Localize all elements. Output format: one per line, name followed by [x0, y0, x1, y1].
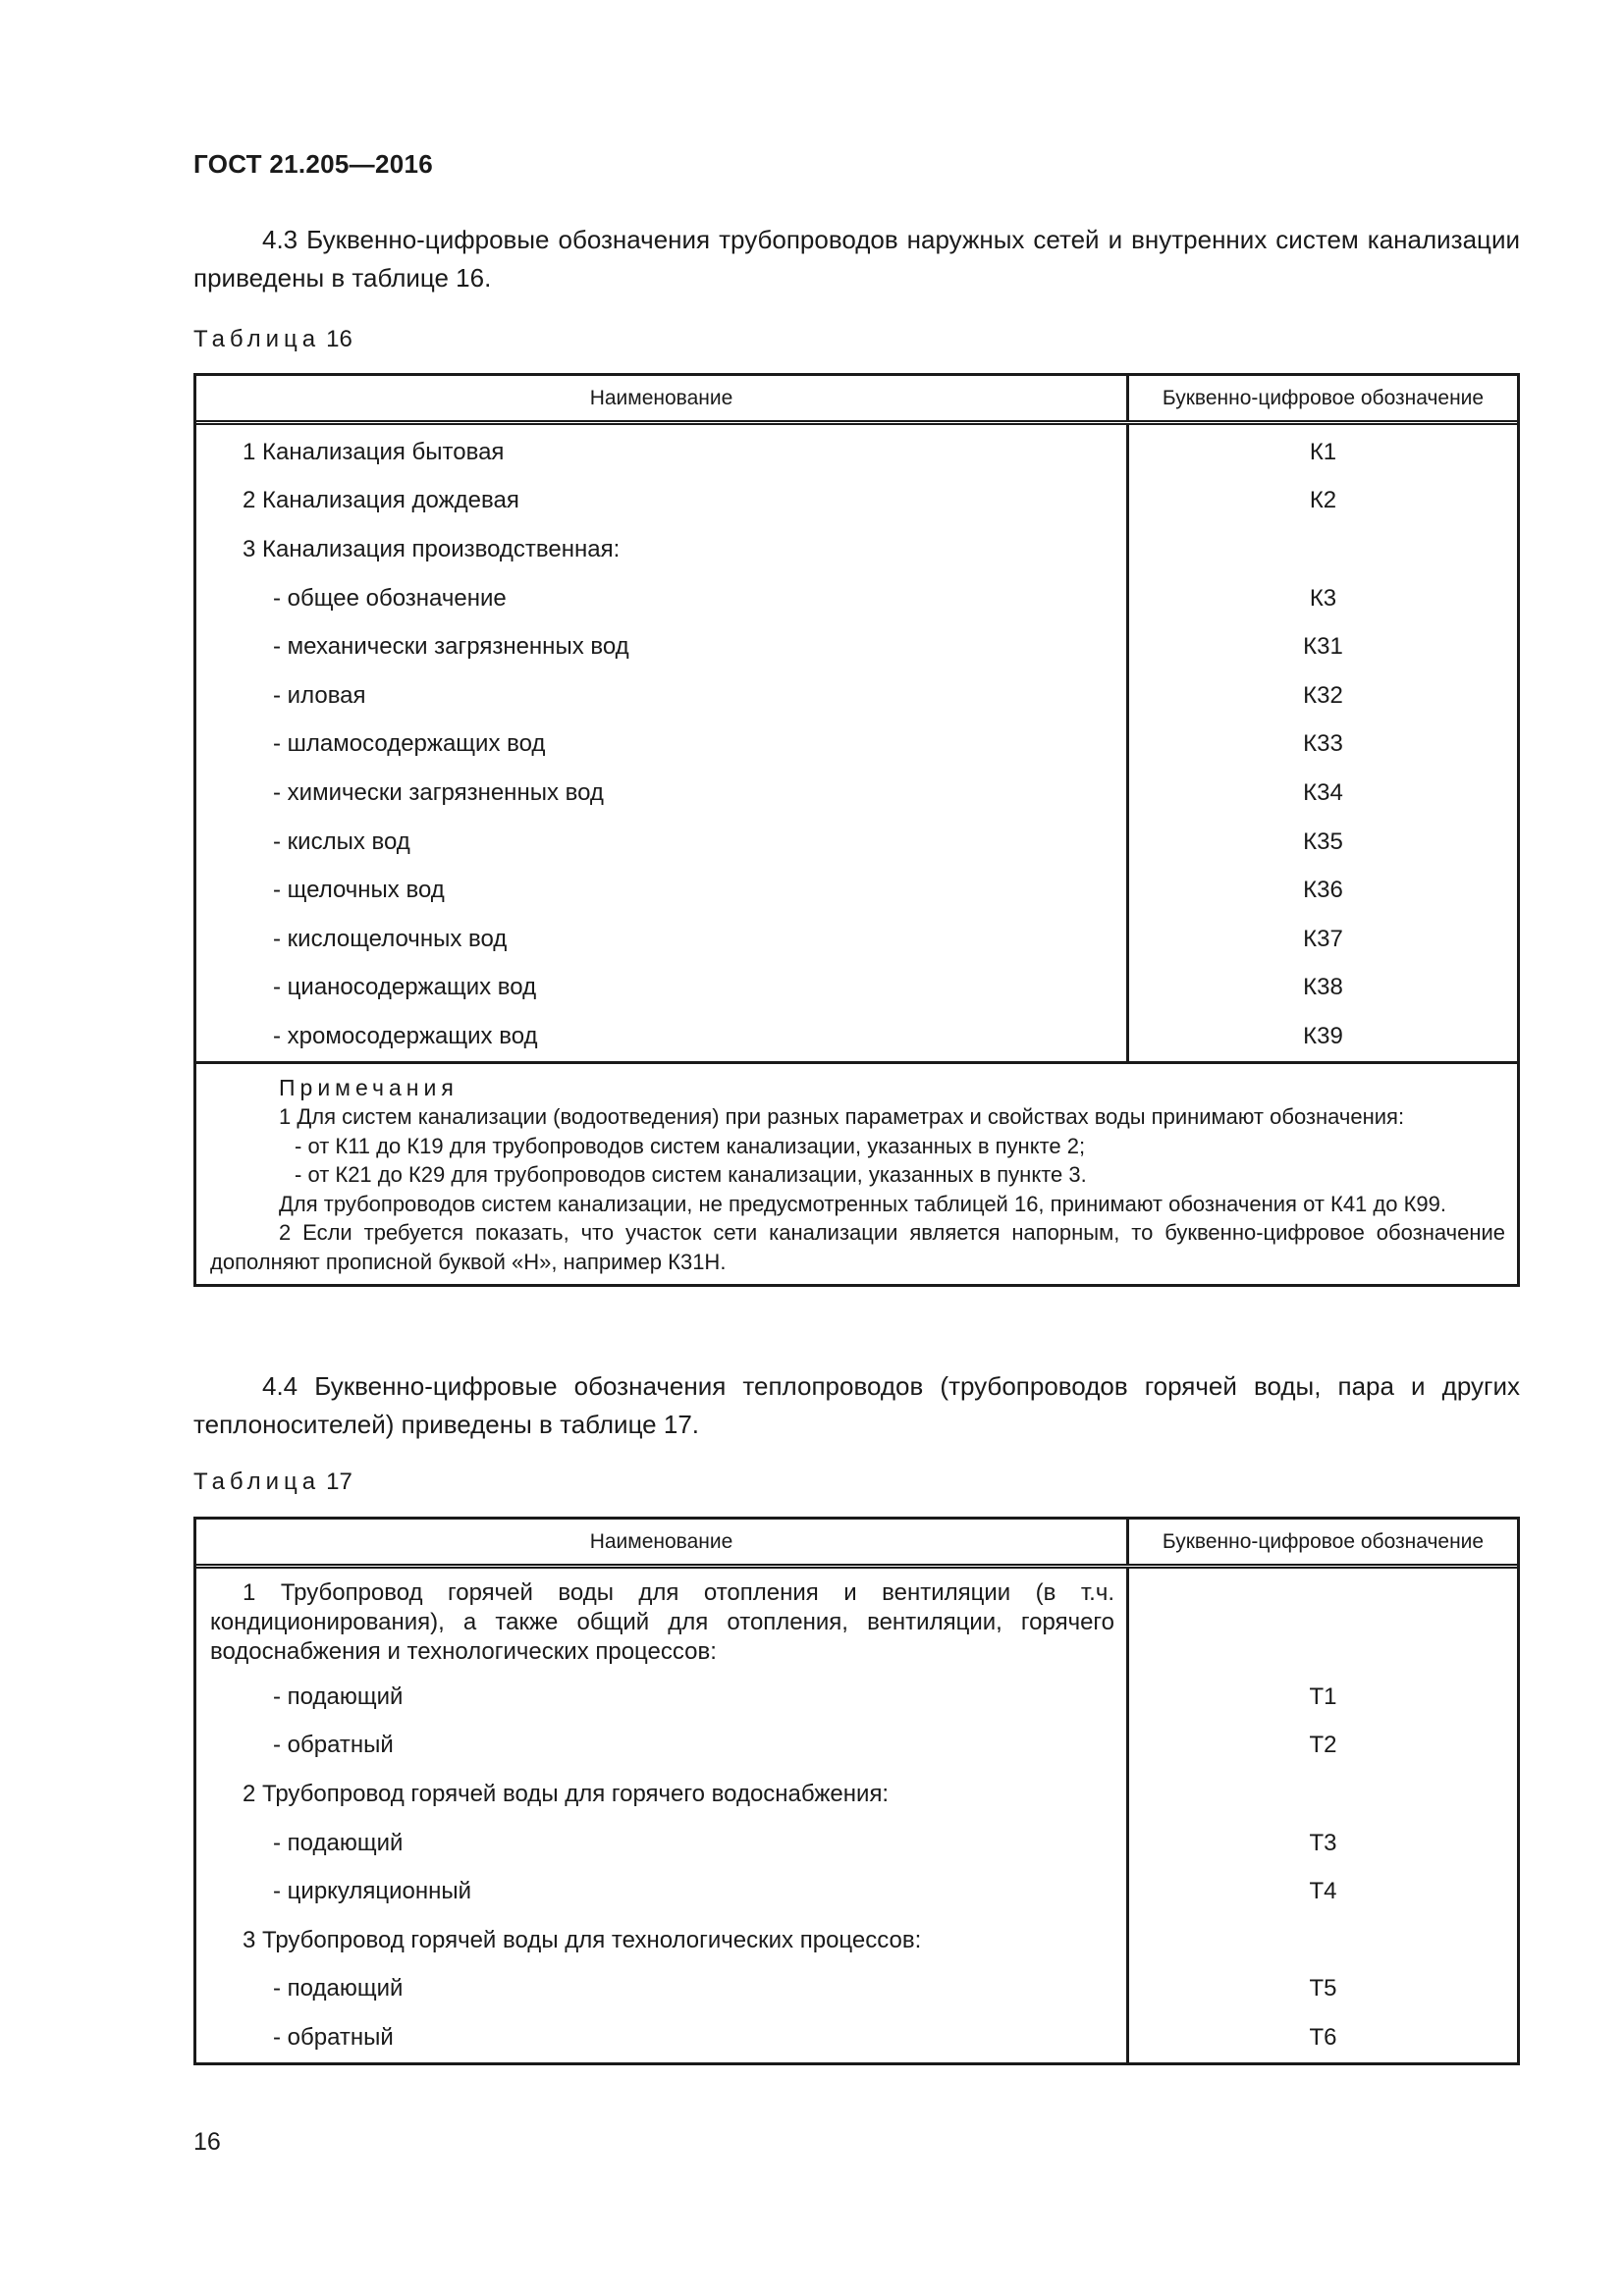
paragraph-4-4: 4.4 Буквенно-цифровые обозначения теплопроводов (трубопроводов горячей воды, пара и других теплоносителей) приведены в таблице 17. [193, 1371, 1520, 1439]
notes-title: Примечания [279, 1074, 459, 1100]
table-row-code: Т3 [1309, 1829, 1337, 1856]
table-row-name: - щелочных вод [273, 877, 445, 904]
table-notes [196, 1061, 1517, 1285]
table-row-name: - подающий [273, 1829, 404, 1856]
table-row-code: К33 [1303, 730, 1343, 758]
name-column [196, 1569, 1129, 2062]
header-name: Наименование [196, 376, 1129, 420]
table-row-name: - хромосодержащих вод [273, 1022, 538, 1049]
table-caption-number: 16 [326, 326, 352, 352]
table-row-name: 1 Трубопровод горячей воды для отопления и вентиляции (в т.ч. кондиционирования), а также общий для отопления, вентиляции, горячего водоснабжения и технологических процессов: [210, 1579, 1114, 1665]
header-name: Наименование [196, 1520, 1129, 1564]
table-16 [193, 373, 1520, 1287]
table-caption-word: Таблица [193, 326, 321, 352]
table-row-code: К2 [1309, 487, 1337, 514]
table-row-name: - подающий [273, 1682, 404, 1710]
table-row-name: - кислощелочных вод [273, 925, 508, 952]
table-row-name: 2 Трубопровод горячей воды для горячего водоснабжения: [243, 1780, 890, 1807]
table-row-code [1129, 1770, 1517, 1819]
note-paragraph: - от К11 до К19 для трубопроводов систем канализации, указанных в пункте 2; [295, 1133, 1086, 1158]
table-row-code: К39 [1303, 1022, 1343, 1049]
table-row-name: - общее обозначение [273, 584, 507, 612]
table-row-name: - иловая [273, 681, 366, 709]
table-16-caption [193, 326, 352, 353]
table-row-code: Т2 [1309, 1732, 1337, 1759]
empty-code-cell [1129, 1572, 1517, 1673]
table-header [196, 376, 1517, 425]
table-row-name: 2 Канализация дождевая [243, 487, 519, 514]
table-body [196, 425, 1517, 1061]
note-paragraph: 2 Если требуется показать, что участок сети канализации является напорным, то буквенно-цифровое обозначение дополняют прописной буквой «Н», например К31Н. [210, 1220, 1505, 1274]
table-row-name: 1 Канализация бытовая [243, 438, 505, 465]
document-header: ГОСТ 21.205—2016 [193, 149, 434, 179]
note-paragraph: 1 Для систем канализации (водоотведения) при разных параметрах и свойствах воды принимают обозначения: [279, 1104, 1405, 1130]
code-column [1129, 425, 1517, 1061]
table-17-caption [193, 1468, 352, 1496]
table-row-code: К31 [1303, 633, 1343, 661]
table-header [196, 1520, 1517, 1569]
code-column [1129, 1569, 1517, 2062]
table-row-code: Т5 [1309, 1975, 1337, 2002]
table-row-code [1129, 525, 1517, 574]
table-17 [193, 1517, 1520, 2065]
table-row-name: - кислых вод [273, 828, 410, 855]
table-row-code: Т1 [1309, 1682, 1337, 1710]
table-row-code [1129, 1916, 1517, 1965]
table-row-name: - химически загрязненных вод [273, 778, 604, 806]
table-row-code: К37 [1303, 925, 1343, 952]
table-row-name: 3 Канализация производственная: [243, 535, 621, 562]
table-row-name: - механически загрязненных вод [273, 633, 629, 661]
table-row-code: К3 [1309, 584, 1337, 612]
table-row-name: 3 Трубопровод горячей воды для технологических процессов: [243, 1926, 922, 1953]
table-row-name: - шламосодержащих вод [273, 730, 546, 758]
table-row-code: К38 [1303, 974, 1343, 1001]
page-number: 16 [193, 2128, 221, 2156]
table-row-code: К35 [1303, 828, 1343, 855]
table-row-name: - подающий [273, 1975, 404, 2002]
table-row-code: К1 [1309, 438, 1337, 465]
table-row-name: - цианосодержащих вод [273, 974, 537, 1001]
header-code: Буквенно-цифровое обозначение [1162, 386, 1485, 409]
paragraph-4-3: 4.3 Буквенно-цифровые обозначения трубопроводов наружных сетей и внутренних систем канализации приведены в таблице 16. [193, 225, 1520, 293]
table-row-code: Т6 [1309, 2023, 1337, 2051]
table-row-code: К32 [1303, 681, 1343, 709]
note-paragraph: - от К21 до К29 для трубопроводов систем канализации, указанных в пункте 3. [295, 1162, 1087, 1188]
table-row-name: - обратный [273, 2023, 394, 2051]
table-row-code: К36 [1303, 877, 1343, 904]
table-caption-number: 17 [326, 1468, 352, 1495]
table-caption-word: Таблица [193, 1468, 321, 1495]
header-code: Буквенно-цифровое обозначение [1162, 1529, 1485, 1553]
table-body [196, 1569, 1517, 2062]
table-row-name: - обратный [273, 1732, 394, 1759]
name-column [196, 425, 1129, 1061]
table-row-name: - циркуляционный [273, 1878, 472, 1905]
table-row-code: Т4 [1309, 1878, 1337, 1905]
table-row-code: К34 [1303, 778, 1343, 806]
note-paragraph: Для трубопроводов систем канализации, не предусмотренных таблицей 16, принимают обозначения от К41 до К99. [279, 1191, 1446, 1216]
